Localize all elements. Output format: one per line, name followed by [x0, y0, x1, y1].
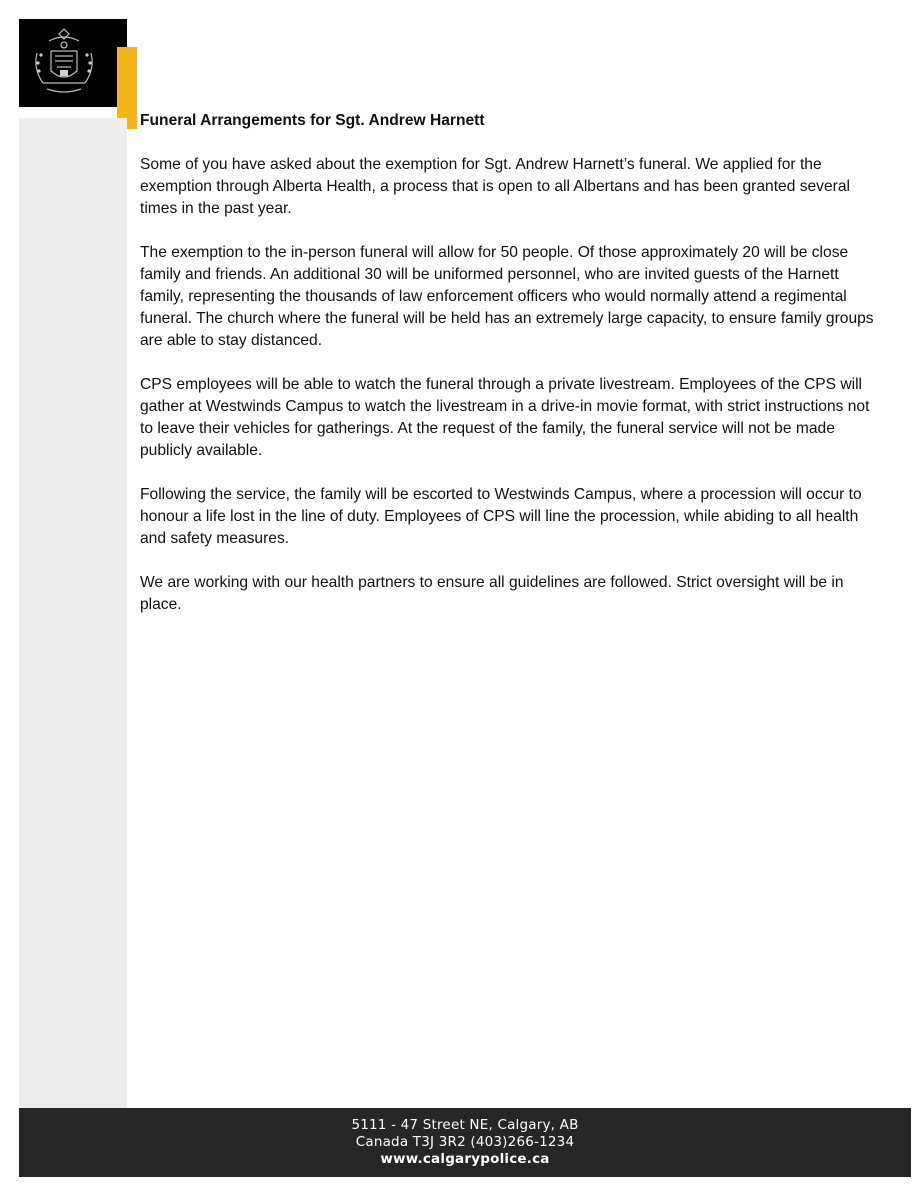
logo-gold-bar	[117, 47, 137, 129]
police-crest-icon	[29, 25, 99, 99]
footer-contact	[19, 1117, 911, 1168]
paragraph-exemption: Some of you have asked about the exemption for Sgt. Andrew Harnett’s funeral. We applied for the exemption through Alberta Health, a process that is open to all Albertans and has been granted several times in the past year.	[140, 156, 850, 217]
paragraph-guidelines: We are working with our health partners to ensure all guidelines are followed. Strict oversight will be in place.	[140, 574, 844, 613]
footer-bar	[19, 1108, 911, 1177]
police-logo	[19, 19, 127, 107]
paragraph-livestream: CPS employees will be able to watch the funeral through a private livestream. Employees of the CPS will gather at Westwinds Campus to watch the livestream in a drive-in movie format, with strict instructions not to leave their vehicles for gatherings. At the request of the family, the funeral service will not be made publicly available.	[140, 376, 870, 459]
document-title: Funeral Arrangements for Sgt. Andrew Harnett	[140, 112, 485, 129]
footer-address-line1: 5111 - 47 Street NE, Calgary, AB	[351, 1117, 579, 1133]
document-body	[140, 110, 885, 638]
paragraph-attendance: The exemption to the in-person funeral will allow for 50 people. Of those approximately 20 will be close family and friends. An additional 30 will be uniformed personnel, who are invited guests of the Harnett family, representing the thousands of law enforcement officers who would normally attend a regimental funeral. The church where the funeral will be held has an extremely large capacity, to ensure family groups are able to stay distanced.	[140, 244, 874, 349]
footer-website-link[interactable]: www.calgarypolice.ca	[380, 1151, 550, 1167]
paragraph-procession: Following the service, the family will be escorted to Westwinds Campus, where a procession will occur to honour a life lost in the line of duty. Employees of CPS will line the procession, while abiding to all health and safety measures.	[140, 486, 862, 547]
footer-address-line2: Canada T3J 3R2 (403)266-1234	[355, 1134, 575, 1150]
side-panel	[19, 118, 127, 1108]
